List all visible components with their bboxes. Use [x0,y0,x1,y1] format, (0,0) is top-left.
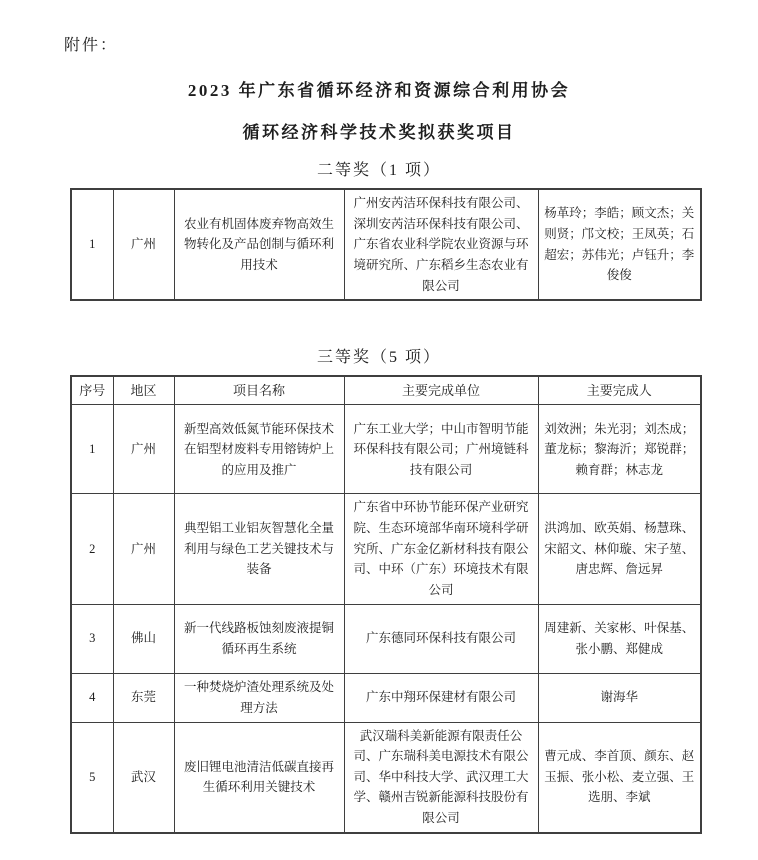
table-header-row [71,376,701,405]
col-header-people: 主要完成人 [538,376,701,405]
cell-region: 东莞 [113,673,174,722]
cell-people: 周建新、关家彬、叶保基、张小鹏、郑健成 [538,604,701,673]
cell-no: 3 [71,604,113,673]
table-row [71,189,701,300]
cell-no: 2 [71,494,113,604]
cell-no: 1 [71,405,113,494]
cell-project: 新一代线路板蚀刻废液提铜循环再生系统 [174,604,344,673]
doc-title-line1: 2023 年广东省循环经济和资源综合利用协会 [187,81,571,100]
cell-people: 谢海华 [538,673,701,722]
section-title-second-prize: 二等奖（1 项） [316,162,441,179]
cell-units: 武汉瑞科美新能源有限责任公司、广东瑞科美电源技术有限公司、华中科技大学、武汉理工大学、赣州吉锐新能源科技股份有限公司 [344,722,538,833]
col-header-region: 地区 [113,376,174,405]
cell-project: 一种焚烧炉渣处理系统及处理方法 [174,673,344,722]
cell-region: 广州 [113,405,174,494]
cell-project: 典型铝工业铝灰智慧化全量利用与绿色工艺关键技术与装备 [174,494,344,604]
cell-no: 1 [71,189,113,300]
section-title-third-prize: 三等奖（5 项） [316,349,441,366]
col-header-project: 项目名称 [174,376,344,405]
cell-no: 4 [71,673,113,722]
table-row [71,604,701,673]
cell-project: 新型高效低氮节能环保技术在铝型材废料专用镕铸炉上的应用及推广 [174,405,344,494]
cell-units: 广东工业大学；中山市智明节能环保科技有限公司；广州境链科技有限公司 [344,405,538,494]
second-prize-table [70,188,702,301]
col-header-units: 主要完成单位 [344,376,538,405]
cell-region: 佛山 [113,604,174,673]
table-row [71,673,701,722]
cell-region: 武汉 [113,722,174,833]
col-header-no: 序号 [71,376,113,405]
cell-project: 废旧锂电池清洁低碳直接再生循环利用关键技术 [174,722,344,833]
cell-people: 杨革玲；李皓；顾文杰；关则贤；邝文校；王凤英；石超宏；苏伟光；卢钰升；李俊俊 [538,189,701,300]
cell-region: 广州 [113,494,174,604]
cell-units: 广东省中环协节能环保产业研究院、生态环境部华南环境科学研究所、广东金亿新材科技有限公司、中环（广东）环境技术有限公司 [344,494,538,604]
attachment-label: 附件： [64,37,119,54]
cell-units: 广东中翔环保建材有限公司 [344,673,538,722]
cell-units: 广州安芮洁环保科技有限公司、深圳安芮洁环保科技有限公司、广东省农业科学院农业资源与环境研究所、广东稻乡生态农业有限公司 [344,189,538,300]
table-row [71,722,701,833]
doc-title-line2: 循环经济科学技术奖拟获奖项目 [242,123,516,142]
cell-people: 刘效洲；朱光羽；刘杰成；董龙标；黎海沂；郑锐群；赖育群；林志龙 [538,405,701,494]
cell-project: 农业有机固体废弃物高效生物转化及产品创制与循环利用技术 [174,189,344,300]
cell-no: 5 [71,722,113,833]
third-prize-table [70,375,702,834]
cell-units: 广东德同环保科技有限公司 [344,604,538,673]
cell-region: 广州 [113,189,174,300]
cell-people: 洪鸿加、欧英娟、杨慧珠、宋韶文、林仰璇、宋子堃、唐忠辉、詹远昇 [538,494,701,604]
table-row [71,494,701,604]
table-row [71,405,701,494]
cell-people: 曹元成、李首顶、颜东、赵玉振、张小松、麦立强、王选朋、李斌 [538,722,701,833]
